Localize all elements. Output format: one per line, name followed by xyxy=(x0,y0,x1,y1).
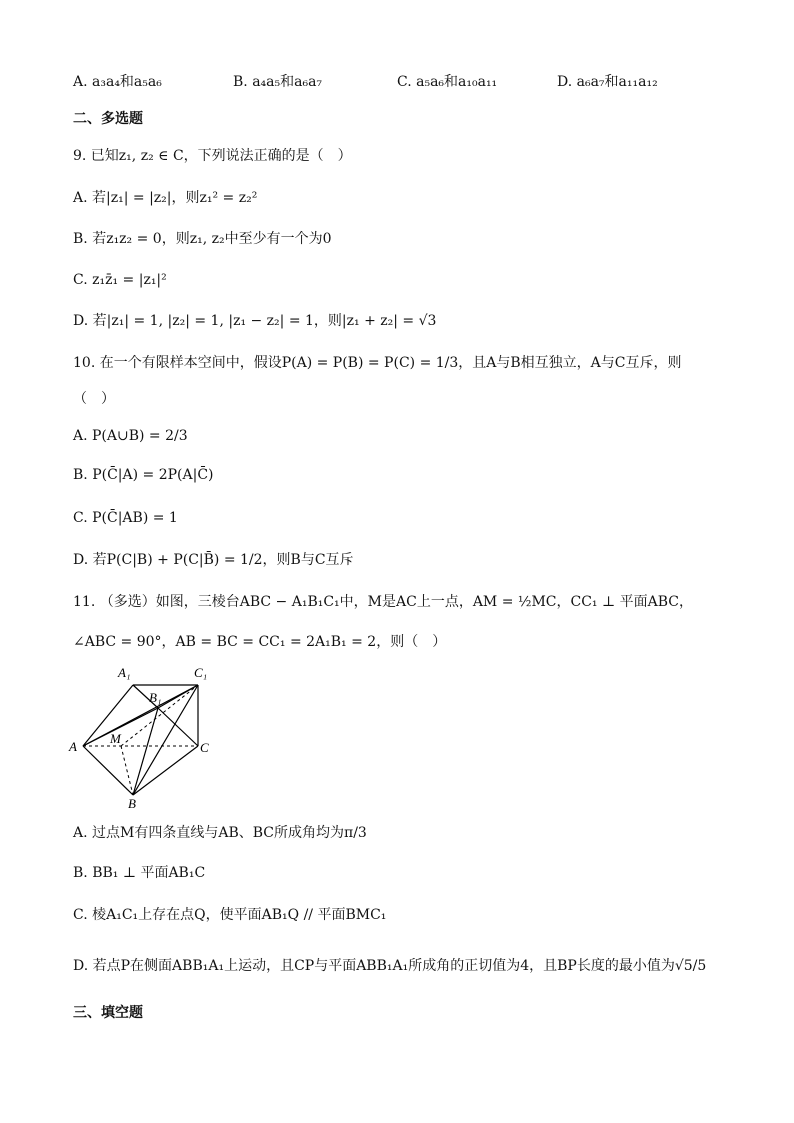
q10-option-a: A. P(A∪B) = 2/3 xyxy=(73,428,188,444)
q11-option-b: B. BB₁ ⊥ 平面AB₁C xyxy=(73,865,206,881)
q10-option-c: C. P(C̄|AB) = 1 xyxy=(73,510,178,526)
label-a: A xyxy=(69,739,77,754)
label-b: B xyxy=(128,796,136,810)
q8-option-c: C. a₅a₆和a₁₀a₁₁ xyxy=(397,74,498,90)
label-c: C xyxy=(200,740,209,755)
q10-stem: 10. 在一个有限样本空间中，假设P(A) = P(B) = P(C) = 1/3，且A与B相互独立，A与C互斥，则 xyxy=(73,355,682,371)
q11-option-d: D. 若点P在侧面ABB₁A₁上运动，且CP与平面ABB₁A₁所成角的正切值为4，且BP长度的最小值为√5/5 xyxy=(73,958,707,974)
q9-stem: 9. 已知z₁, z₂ ∈ C，下列说法正确的是（ ） xyxy=(73,148,352,164)
section3-title: 三、填空题 xyxy=(73,1005,143,1021)
label-b1: B₁ xyxy=(149,690,162,705)
q11-stem: 11. （多选）如图，三棱台ABC − A₁B₁C₁中，M是AC上一点，AM = ½MC，CC₁ ⊥ 平面ABC， xyxy=(73,594,693,610)
q11-option-a: A. 过点M有四条直线与AB、BC所成角均为π/3 xyxy=(73,825,367,841)
q10-option-d: D. 若P(C|B) + P(C|B̄) = 1/2，则B与C互斥 xyxy=(73,552,354,568)
label-c1: C₁ xyxy=(194,665,208,680)
q9-option-d: D. 若|z₁| = 1, |z₂| = 1, |z₁ − z₂| = 1，则|z₁ + z₂| = √3 xyxy=(73,313,437,329)
q9-option-b: B. 若z₁z₂ = 0，则z₁, z₂中至少有一个为0 xyxy=(73,231,332,247)
frustum-figure xyxy=(66,660,226,810)
label-a1: A₁ xyxy=(118,665,131,680)
q9-option-a: A. 若|z₁| = |z₂|，则z₁² = z₂² xyxy=(73,190,258,206)
q11-stem-cont: ∠ABC = 90°，AB = BC = CC₁ = 2A₁B₁ = 2，则（ ） xyxy=(73,634,447,650)
section2-title: 二、多选题 xyxy=(73,111,143,127)
q10-option-b: B. P(C̄|A) = 2P(A|C̄) xyxy=(73,467,214,483)
label-m: M xyxy=(110,731,121,746)
q9-option-c: C. z₁z̄₁ = |z₁|² xyxy=(73,272,167,288)
q11-option-c: C. 棱A₁C₁上存在点Q，使平面AB₁Q // 平面BMC₁ xyxy=(73,907,387,923)
q8-option-b: B. a₄a₅和a₆a₇ xyxy=(233,74,323,90)
q8-option-a: A. a₃a₄和a₅a₆ xyxy=(73,74,162,90)
q8-option-d: D. a₆a₇和a₁₁a₁₂ xyxy=(557,74,658,90)
q10-stem-cont: （ ） xyxy=(73,391,115,407)
